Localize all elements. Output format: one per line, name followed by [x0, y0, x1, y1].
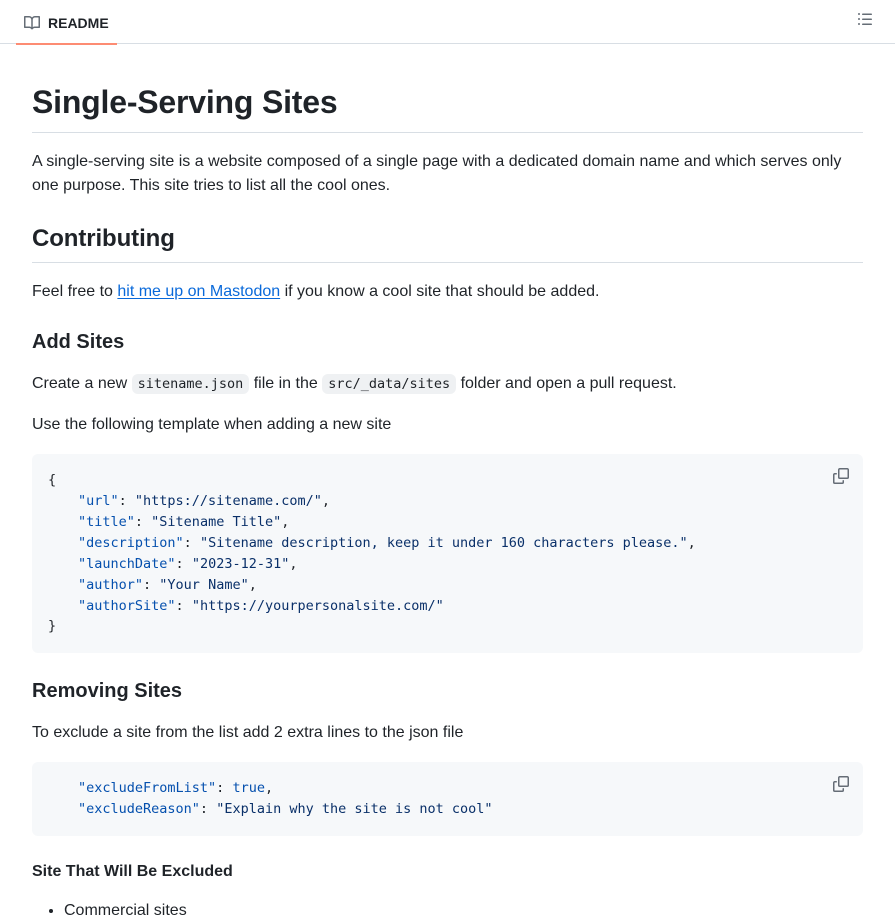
code-value: "Explain why the site is not cool"	[216, 801, 493, 818]
code-key: "url"	[78, 492, 119, 509]
excluded-list	[32, 899, 863, 923]
contributing-text-before: Feel free to	[32, 283, 118, 300]
code-block-template	[32, 454, 863, 653]
book-icon	[24, 15, 40, 31]
readme-tabbar	[0, 0, 895, 44]
mastodon-link[interactable]: hit me up on Mastodon	[117, 283, 281, 300]
code-key: "launchDate"	[78, 555, 176, 572]
code-comma: ,	[264, 780, 274, 797]
code-value: "Sitename description, keep it under 160 characters please."	[199, 534, 688, 551]
heading-add-sites: Add Sites	[32, 331, 125, 353]
tab-readme-label: README	[48, 15, 109, 31]
code-key: "excludeReason"	[78, 801, 200, 818]
add-sites-paragraph	[32, 372, 863, 396]
code-src-data-sites: src/_data/sites	[322, 374, 456, 394]
code-key: "authorSite"	[78, 597, 176, 614]
code-sitename-json: sitename.json	[132, 374, 250, 394]
code-close-brace: }	[48, 618, 57, 635]
code-comma: ,	[289, 555, 298, 572]
code-key: "description"	[78, 534, 184, 551]
code-key: "title"	[78, 513, 135, 530]
list-item: • Commercial sites	[64, 899, 863, 923]
heading-removing-sites: Removing Sites	[32, 680, 183, 703]
code-value: "https://yourpersonalsite.com/"	[191, 597, 444, 614]
code-open-brace: {	[48, 472, 57, 488]
code-value: "https://sitename.com/"	[134, 492, 322, 509]
contributing-paragraph	[32, 280, 863, 304]
template-intro-paragraph: Use the following template when adding a new site	[32, 416, 392, 433]
copy-icon[interactable]	[827, 462, 855, 490]
copy-icon[interactable]	[827, 770, 855, 798]
code-block-exclude	[32, 762, 863, 836]
page-title: Single-Serving Sites	[32, 82, 863, 133]
tab-readme[interactable]	[16, 15, 117, 45]
code-key: "excludeFromList"	[78, 780, 217, 797]
add-sites-text-c: folder and open a pull request.	[456, 375, 677, 392]
code-comma: ,	[281, 513, 290, 530]
intro-paragraph: A single-serving site is a website composed of a single page with a dedicated domain name and which serves only one purpose. This site tries to list all the cool ones.	[32, 153, 842, 194]
code-sep: :	[118, 492, 135, 509]
code-sep: :	[134, 513, 152, 530]
removing-paragraph: To exclude a site from the list add 2 extra lines to the json file	[32, 724, 464, 742]
code-sep: :	[199, 801, 217, 818]
code-key: "author"	[78, 576, 144, 593]
heading-contributing: Contributing	[32, 224, 863, 263]
list-unordered-icon[interactable]	[851, 5, 879, 33]
code-value: "Sitename Title"	[151, 513, 282, 530]
code-comma: ,	[248, 576, 257, 593]
code-sep: :	[175, 597, 192, 614]
code-comma: ,	[687, 534, 696, 551]
code-value: true	[232, 780, 265, 797]
readme-content	[0, 44, 895, 923]
add-sites-text-a: Create a new	[32, 375, 132, 392]
code-sep: :	[216, 780, 233, 797]
code-comma: ,	[321, 492, 330, 509]
code-value: "2023-12-31"	[191, 555, 290, 572]
code-value: "Your Name"	[159, 576, 249, 593]
code-sep: :	[175, 555, 192, 572]
contributing-text-after: if you know a cool site that should be added.	[280, 283, 600, 300]
add-sites-text-b: file in the	[249, 375, 323, 392]
heading-site-excluded: Site That Will Be Excluded	[32, 863, 233, 881]
code-sep: :	[143, 576, 160, 593]
code-sep: :	[183, 534, 200, 551]
